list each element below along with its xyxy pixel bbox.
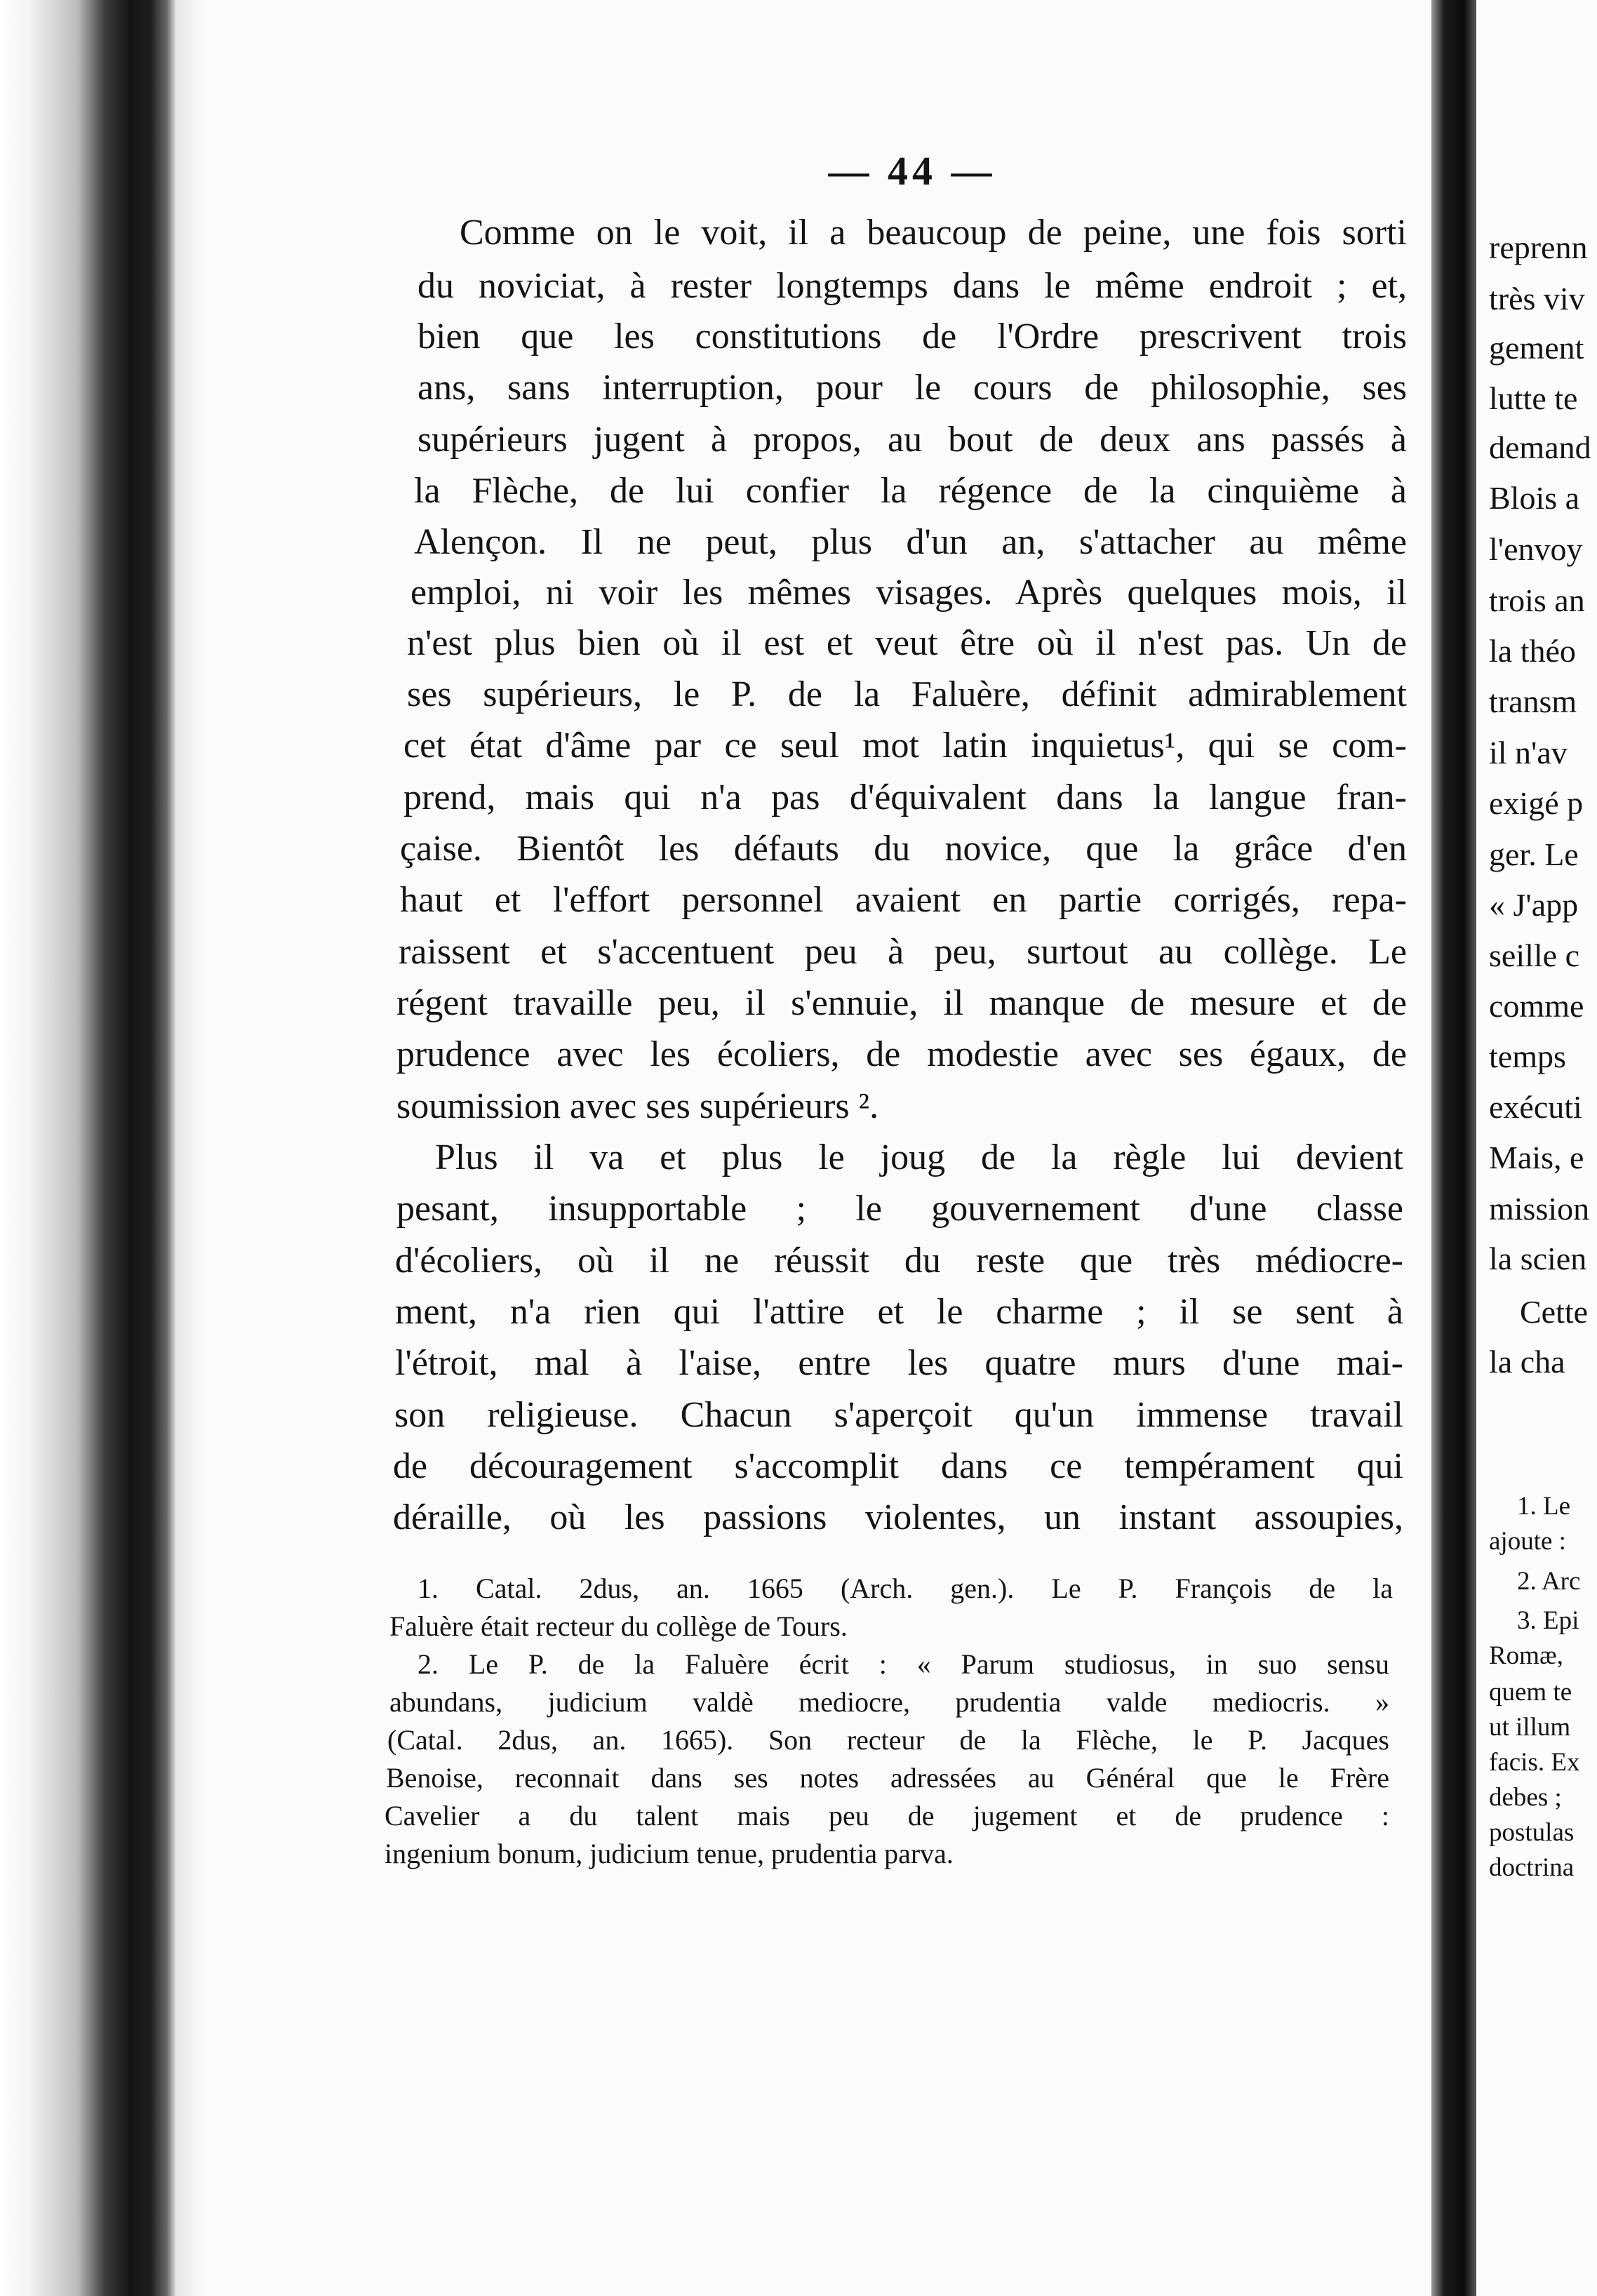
right-footnote-line: doctrina [1489,1853,1575,1882]
body-line: cet état d'âme par ce seul mot latin inquietus¹, qui se com- [403,726,1407,766]
footnote-line: 2. Le P. de la Faluère écrit : « Parum studiosus, in suo sensu [417,1648,1389,1680]
body-line: supérieurs jugent à propos, au bout de deux ans passés à [417,420,1407,460]
body-line: soumission avec ses supérieurs ². [396,1086,879,1126]
right-footnote-line: 2. Arc [1517,1567,1581,1596]
right-body-line: la cha [1489,1344,1565,1380]
left-gutter-shadow [0,0,175,2296]
right-body-line: temps [1489,1039,1566,1074]
body-line: çaise. Bientôt les défauts du novice, que la grâce d'en [400,829,1407,869]
body-line: d'écoliers, où il ne réussit du reste que très médiocre- [395,1241,1403,1281]
body-line: Alençon. Il ne peut, plus d'un an, s'attacher au même [414,522,1407,562]
right-body-line: trois an [1489,582,1585,618]
body-line: régent travaille peu, il s'ennuie, il manque de mesure et de [396,983,1407,1023]
right-body-line: exécuti [1489,1089,1582,1125]
body-line: n'est plus bien où il est et veut être où il n'est pas. Un de [407,623,1407,663]
right-body-line: reprenn [1489,229,1588,265]
right-body-line: comme [1489,988,1584,1024]
body-line: prudence avec les écoliers, de modestie avec ses égaux, de [396,1034,1407,1074]
body-line: ses supérieurs, le P. de la Faluère, définit admirablement [407,674,1407,714]
footnote-line: Faluère était recteur du collège de Tours. [389,1610,848,1642]
right-body-line: exigé p [1489,785,1584,821]
right-body-line: Blois a [1489,480,1580,516]
book-binding [1431,0,1476,2296]
footnote-line: (Catal. 2dus, an. 1665). Son recteur de la Flèche, le P. Jacques [387,1724,1389,1756]
right-body-line: « J'app [1489,887,1579,923]
right-body-line: l'envoy [1489,531,1583,567]
body-line: haut et l'effort personnel avaient en partie corrigés, repa- [400,880,1407,920]
right-body-line: seille c [1489,937,1579,973]
right-body-line: la théo [1489,633,1576,669]
body-line: prend, mais qui n'a pas d'équivalent dans la langue fran- [403,777,1407,817]
right-body-line: transm [1489,683,1577,719]
right-footnote-line: ut illum [1489,1713,1571,1742]
body-line: Plus il va et plus le joug de la règle lui devient [435,1137,1403,1177]
right-footnote-line: debes ; [1489,1783,1562,1812]
body-line: ans, sans interruption, pour le cours de philosophie, ses [417,368,1407,408]
body-line: du noviciat, à rester longtemps dans le même endroit ; et, [417,266,1407,306]
footnote-line: abundans, judicium valdè mediocre, prudentia valde mediocris. » [389,1686,1389,1718]
right-body-line: gement [1489,330,1584,366]
page-number: — 44 — [828,148,996,194]
body-line: raissent et s'accentuent peu à peu, surtout au collège. Le [399,932,1407,972]
right-body-line: Cette [1520,1294,1589,1330]
right-footnote-line: 3. Epi [1517,1606,1579,1635]
body-line: ment, n'a rien qui l'attire et le charme ; il se sent à [395,1292,1403,1332]
right-footnote-line: quem te [1489,1678,1572,1707]
right-footnote-line: facis. Ex [1489,1748,1580,1777]
body-line: de découragement s'accomplit dans ce tempérament qui [393,1446,1403,1486]
right-body-line: il n'av [1489,735,1568,770]
right-page [1476,0,1597,2296]
body-line: l'étroit, mal à l'aise, entre les quatre murs d'une mai- [395,1343,1403,1383]
right-body-line: très viv [1489,281,1585,316]
right-footnote-line: 1. Le [1517,1492,1571,1521]
body-line: bien que les constitutions de l'Ordre prescrivent trois [417,316,1407,356]
right-body-line: lutte te [1489,380,1578,416]
footnote-line: ingenium bonum, judicium tenue, prudentia parva. [385,1838,954,1869]
right-footnote-line: ajoute : [1489,1527,1566,1556]
gutter-fade [175,0,203,2296]
body-line: pesant, insupportable ; le gouvernement d'une classe [396,1189,1403,1229]
body-line: Comme on le voit, il a beaucoup de peine, une fois sorti [460,213,1407,253]
footnote-line: 1. Catal. 2dus, an. 1665 (Arch. gen.). Le P. François de la [417,1573,1393,1604]
right-footnote-line: Romæ, [1489,1641,1563,1670]
right-footnote-line: postulas [1489,1818,1575,1847]
body-line: la Flèche, de lui confier la régence de la cinquième à [414,471,1407,511]
body-line: emploi, ni voir les mêmes visages. Après quelques mois, il [410,573,1407,613]
footnote-line: Benoise, reconnait dans ses notes adressées au Général que le Frère [386,1762,1389,1794]
right-body-line: ger. Le [1489,836,1579,872]
footnote-line: Cavelier a du talent mais peu de jugement et de prudence : [385,1800,1389,1831]
right-body-line: mission [1489,1191,1590,1227]
right-body-line: Mais, e [1489,1140,1584,1175]
body-line: déraille, où les passions violentes, un instant assoupies, [393,1497,1403,1537]
body-line: son religieuse. Chacun s'aperçoit qu'un immense travail [394,1395,1403,1435]
right-body-line: demand [1489,429,1591,465]
right-body-line: la scien [1489,1241,1587,1276]
